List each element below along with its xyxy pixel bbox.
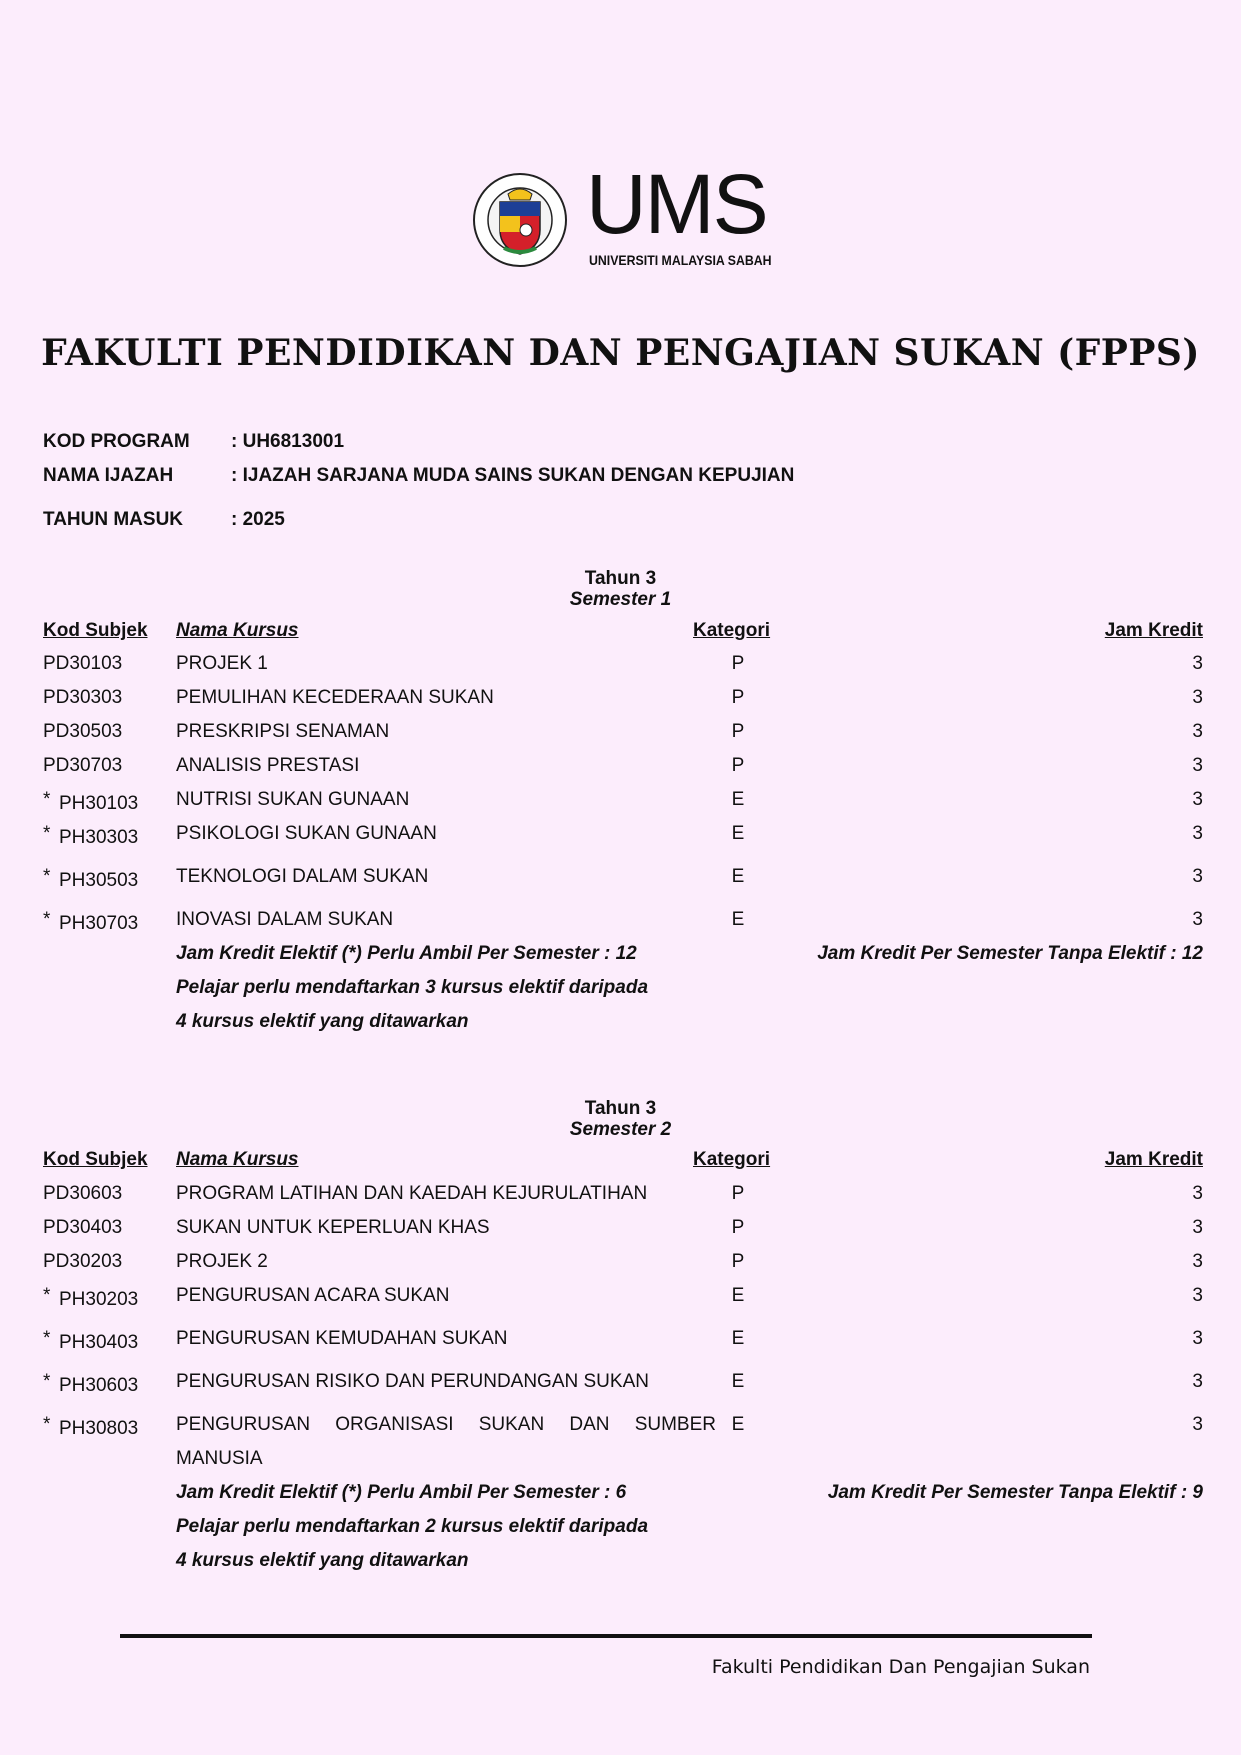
sem1-heading — [0, 568, 1241, 611]
table-row — [43, 1217, 1203, 1247]
course-name: PRESKRIPSI SENAMAN — [176, 721, 390, 742]
course-category: E — [731, 1328, 745, 1349]
course-category: E — [731, 1285, 745, 1306]
course-name: TEKNOLOGI DALAM SUKAN — [176, 866, 429, 887]
meta-program-code — [43, 431, 943, 455]
sem2-semester: Semester 2 — [569, 1119, 672, 1140]
table-row — [43, 1251, 1203, 1281]
course-name: PEMULIHAN KECEDERAAN SUKAN — [176, 687, 494, 708]
course-code: PD30703 — [43, 755, 123, 776]
course-category: P — [731, 1251, 745, 1272]
sem2-note-line1: Pelajar perlu mendaftarkan 2 kursus elektif daripada — [176, 1516, 649, 1537]
page-title: FAKULTI PENDIDIKAN DAN PENGAJIAN SUKAN (FPPS) — [41, 332, 1200, 374]
table-row — [43, 789, 1203, 819]
course-credit: 3 — [1192, 687, 1203, 708]
sem1-semester: Semester 1 — [569, 589, 672, 610]
elective-marker: * — [43, 1328, 51, 1349]
sem2-note-line2: 4 kursus elektif yang ditawarkan — [176, 1550, 469, 1571]
course-category: E — [731, 866, 745, 887]
sem1-note-total: Jam Kredit Per Semester Tanpa Elektif : 12 — [817, 943, 1203, 964]
course-credit: 3 — [1192, 789, 1203, 810]
elective-marker: * — [43, 823, 51, 844]
sem1-col-credit: Jam Kredit — [1104, 620, 1203, 641]
logo-university-name: UNIVERSITI MALAYSIA SABAH — [589, 252, 772, 268]
course-code: PD30603 — [43, 1183, 123, 1204]
sem1-year: Tahun 3 — [584, 568, 657, 589]
course-name: ANALISIS PRESTASI — [176, 755, 360, 776]
sem1-col-code: Kod Subjek — [43, 620, 148, 641]
course-name: PENGURUSAN RISIKO DAN PERUNDANGAN SUKAN — [176, 1371, 649, 1392]
course-category: E — [731, 823, 745, 844]
course-name: PROGRAM LATIHAN DAN KAEDAH KEJURULATIHAN — [176, 1183, 648, 1204]
course-credit: 3 — [1192, 653, 1203, 674]
course-credit: 3 — [1192, 1217, 1203, 1238]
course-code: PH30403 — [59, 1332, 139, 1353]
course-credit: 3 — [1192, 1414, 1203, 1435]
sem2-year: Tahun 3 — [584, 1098, 657, 1119]
sem1-note-line1: Pelajar perlu mendaftarkan 3 kursus elektif daripada — [176, 977, 649, 998]
meta-value: : UH6813001 — [231, 431, 345, 452]
course-credit: 3 — [1192, 909, 1203, 930]
course-name: PROJEK 2 — [176, 1251, 268, 1272]
sem2-heading — [0, 1098, 1241, 1141]
elective-marker: * — [43, 909, 51, 930]
table-row — [43, 1328, 1203, 1358]
table-row — [43, 653, 1203, 683]
course-name: NUTRISI SUKAN GUNAAN — [176, 789, 410, 810]
course-name: INOVASI DALAM SUKAN — [176, 909, 394, 930]
table-row — [43, 823, 1203, 853]
course-code: PD30503 — [43, 721, 123, 742]
meta-key: KOD PROGRAM — [43, 431, 190, 452]
course-name: PENGURUSAN KEMUDAHAN SUKAN — [176, 1328, 508, 1349]
elective-marker: * — [43, 789, 51, 810]
course-category: P — [731, 721, 745, 742]
course-code: PH30803 — [59, 1418, 139, 1439]
course-code: PD30203 — [43, 1251, 123, 1272]
course-credit: 3 — [1192, 721, 1203, 742]
sem1-col-name: Nama Kursus — [176, 620, 299, 641]
course-code: PH30303 — [59, 827, 139, 848]
sem1-note-line2: 4 kursus elektif yang ditawarkan — [176, 1011, 469, 1032]
course-category: E — [731, 789, 745, 810]
course-category: P — [731, 1183, 745, 1204]
course-code: PH30703 — [59, 913, 139, 934]
meta-key: TAHUN MASUK — [43, 509, 184, 530]
table-row — [43, 1183, 1203, 1213]
course-code: PD30403 — [43, 1217, 123, 1238]
meta-key: NAMA IJAZAH — [43, 465, 174, 486]
course-name: PSIKOLOGI SUKAN GUNAAN — [176, 823, 437, 844]
table-row — [43, 866, 1203, 896]
meta-value: : IJAZAH SARJANA MUDA SAINS SUKAN DENGAN KEPUJIAN — [231, 465, 795, 486]
meta-value: : 2025 — [231, 509, 285, 530]
elective-marker: * — [43, 866, 51, 887]
course-credit: 3 — [1192, 866, 1203, 887]
table-row — [43, 1285, 1203, 1315]
table-row — [43, 721, 1203, 751]
table-row — [43, 755, 1203, 785]
sem2-col-code: Kod Subjek — [43, 1149, 148, 1170]
course-credit: 3 — [1192, 1251, 1203, 1272]
course-credit: 3 — [1192, 823, 1203, 844]
sem2-col-credit: Jam Kredit — [1104, 1149, 1203, 1170]
university-logo — [472, 157, 792, 270]
course-code: PH30103 — [59, 793, 139, 814]
course-category: E — [731, 1414, 745, 1435]
sem2-col-category: Kategori — [693, 1149, 771, 1170]
course-name-line2: MANUSIA — [176, 1448, 263, 1469]
course-name-line1: PENGURUSAN ORGANISASI SUKAN DAN SUMBER — [176, 1414, 716, 1435]
elective-marker: * — [43, 1414, 51, 1435]
course-category: P — [731, 1217, 745, 1238]
university-seal-icon — [472, 172, 568, 268]
logo-acronym: UMS — [586, 157, 767, 251]
elective-marker: * — [43, 1285, 51, 1306]
footer-divider — [120, 1634, 1092, 1638]
course-category: P — [731, 755, 745, 776]
course-credit: 3 — [1192, 755, 1203, 776]
course-credit: 3 — [1192, 1371, 1203, 1392]
elective-marker: * — [43, 1371, 51, 1392]
course-name: PROJEK 1 — [176, 653, 268, 674]
course-credit: 3 — [1192, 1285, 1203, 1306]
course-category: P — [731, 687, 745, 708]
table-row — [43, 909, 1203, 939]
course-name: SUKAN UNTUK KEPERLUAN KHAS — [176, 1217, 490, 1238]
sem2-note-total: Jam Kredit Per Semester Tanpa Elektif : 9 — [827, 1482, 1203, 1503]
sem2-col-name: Nama Kursus — [176, 1149, 299, 1170]
course-code: PD30303 — [43, 687, 123, 708]
sem1-note-elective: Jam Kredit Elektif (*) Perlu Ambil Per Semester : 12 — [176, 943, 637, 964]
table-row — [43, 1371, 1203, 1401]
course-code: PD30103 — [43, 653, 123, 674]
course-credit: 3 — [1192, 1328, 1203, 1349]
meta-degree-name — [43, 465, 943, 489]
course-category: E — [731, 909, 745, 930]
course-category: P — [731, 653, 745, 674]
sem1-col-category: Kategori — [693, 620, 771, 641]
course-category: E — [731, 1371, 745, 1392]
course-code: PH30603 — [59, 1375, 139, 1396]
table-row — [43, 687, 1203, 717]
footer-faculty-name: Fakulti Pendidikan Dan Pengajian Sukan — [711, 1656, 1090, 1678]
meta-intake-year — [43, 509, 943, 533]
course-code: PH30503 — [59, 870, 139, 891]
course-credit: 3 — [1192, 1183, 1203, 1204]
course-name: PENGURUSAN ACARA SUKAN — [176, 1285, 450, 1306]
course-code: PH30203 — [59, 1289, 139, 1310]
sem2-note-elective: Jam Kredit Elektif (*) Perlu Ambil Per Semester : 6 — [176, 1482, 627, 1503]
table-row — [43, 1414, 1203, 1478]
